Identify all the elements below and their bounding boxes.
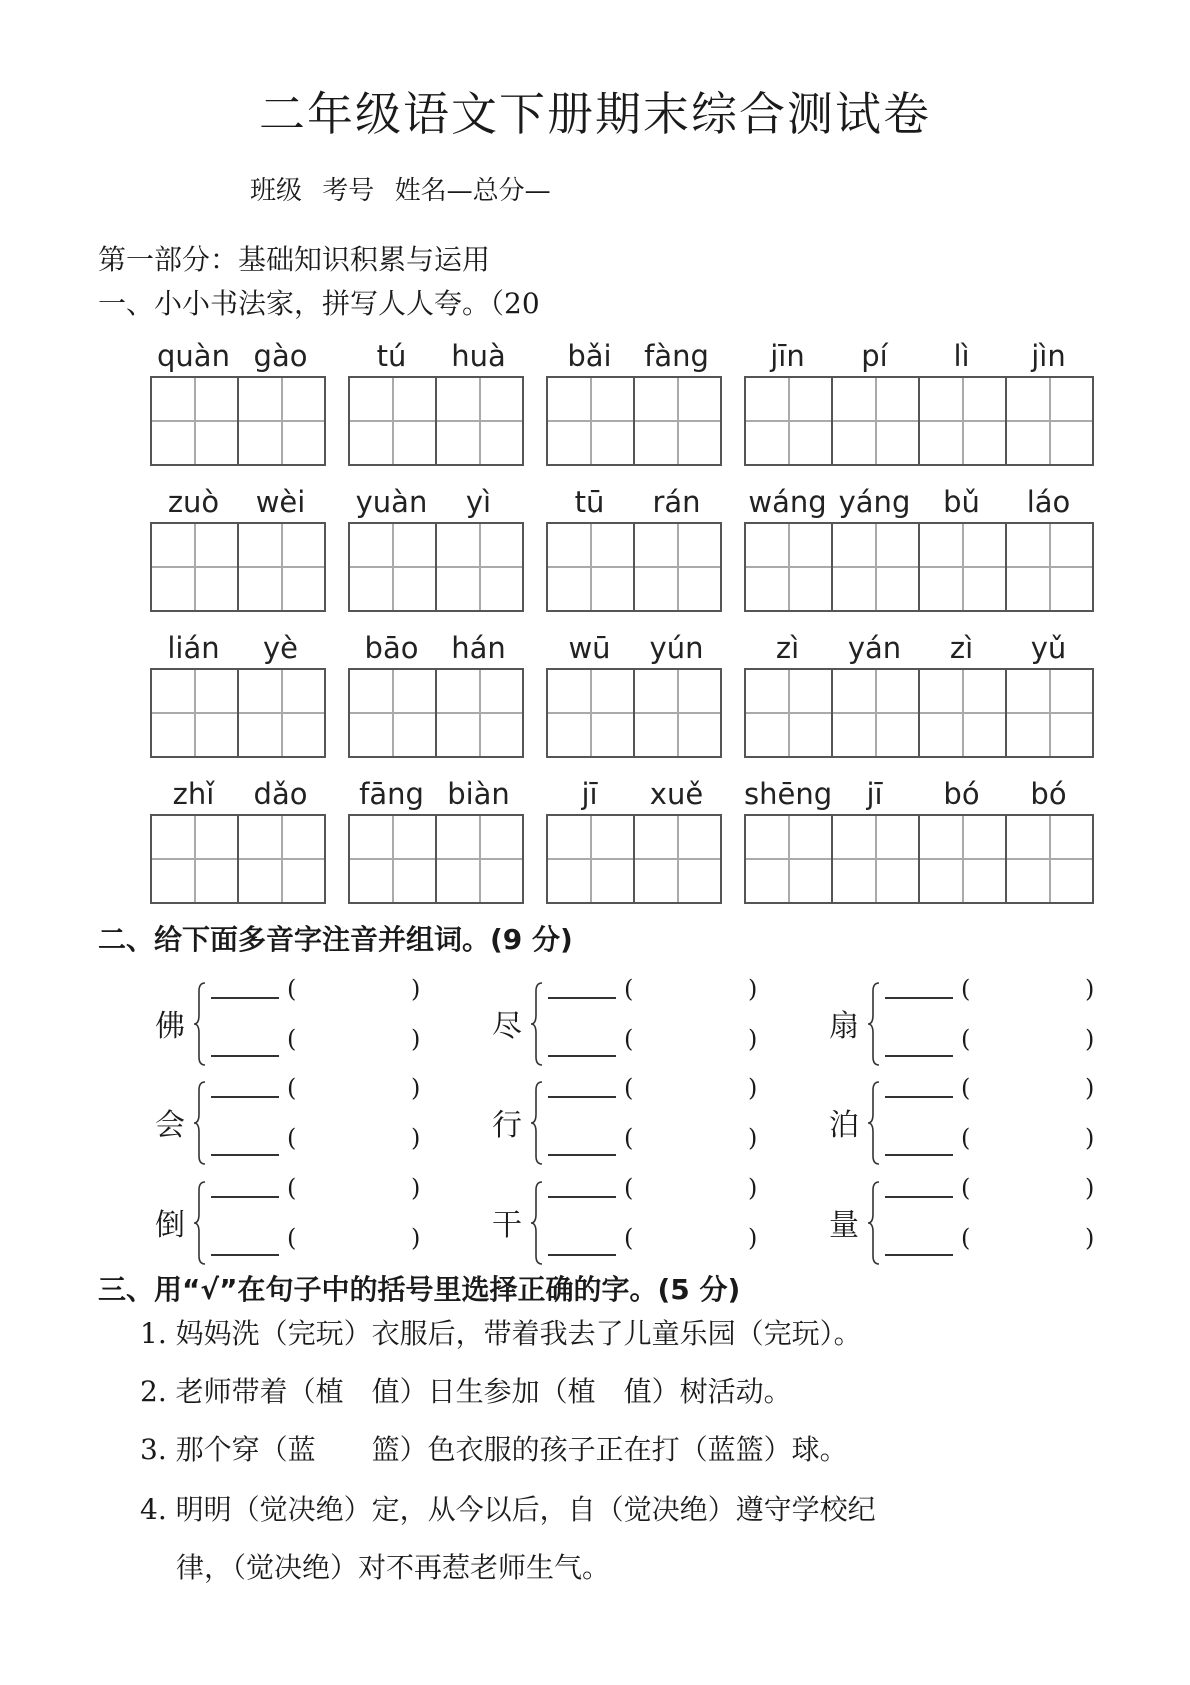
left-brace-icon: [867, 981, 881, 1067]
pinyin-syllable: wū: [568, 631, 611, 665]
word-open-paren: (: [624, 1174, 634, 1202]
writing-box-row: [150, 814, 326, 904]
writing-cell[interactable]: [746, 524, 833, 610]
word-close-paren: ): [748, 1174, 758, 1202]
polyphone-item: [155, 975, 445, 1073]
page-title: 二年级语文下册期末综合测试卷: [259, 87, 931, 141]
pinyin-syllable: yǔ: [1030, 631, 1067, 665]
word-close-paren: ): [411, 1124, 421, 1152]
writing-cell[interactable]: [746, 670, 833, 756]
word-open-paren: (: [961, 975, 971, 1003]
pinyin-syllable: yè: [262, 631, 298, 665]
answer-row: [211, 975, 441, 1015]
writing-cell[interactable]: [152, 524, 239, 610]
word-open-paren: (: [287, 1124, 297, 1152]
left-brace-icon: [193, 1180, 207, 1266]
writing-box-row: [546, 814, 722, 904]
pinyin-syllable: huà: [451, 339, 506, 373]
word-open-paren: (: [624, 975, 634, 1003]
writing-cell[interactable]: [1007, 670, 1094, 756]
polyphone-item: [829, 1074, 1119, 1172]
writing-cell[interactable]: [746, 816, 833, 902]
left-brace-icon: [530, 1080, 544, 1166]
word-close-paren: ): [1085, 1124, 1095, 1152]
pinyin-answer-blank[interactable]: [548, 1055, 616, 1057]
writing-cell[interactable]: [239, 816, 326, 902]
sentence-4-continued: 律，（觉决绝）对不再惹老师生气。: [176, 1551, 611, 1584]
pinyin-answer-blank[interactable]: [211, 1055, 279, 1057]
pinyin-row: [150, 774, 326, 814]
writing-box-row: [744, 668, 1094, 758]
writing-cell[interactable]: [635, 378, 722, 464]
pinyin-syllable: bāo: [364, 631, 419, 665]
writing-cell[interactable]: [548, 378, 635, 464]
pinyin-group: [150, 628, 326, 758]
pinyin-syllable: yún: [649, 631, 704, 665]
writing-cell[interactable]: [746, 378, 833, 464]
section-one-heading: 一、小小书法家，拼写人人夸。（20: [98, 287, 540, 320]
answer-row: [885, 1124, 1115, 1164]
pinyin-syllable: lián: [167, 631, 220, 665]
writing-box-row: [150, 376, 326, 466]
answer-row: [548, 1074, 778, 1114]
writing-cell[interactable]: [635, 524, 722, 610]
pinyin-group: [150, 336, 326, 466]
writing-cell[interactable]: [152, 670, 239, 756]
writing-box-row: [150, 522, 326, 612]
writing-cell[interactable]: [833, 816, 920, 902]
writing-cell[interactable]: [350, 524, 437, 610]
pinyin-group: [744, 774, 1094, 904]
polyphone-item: [155, 1074, 445, 1172]
writing-box-row: [348, 522, 524, 612]
pinyin-syllable: shēng: [744, 777, 833, 811]
pinyin-group: [348, 336, 524, 466]
pinyin-group: [546, 482, 722, 612]
writing-cell[interactable]: [833, 378, 920, 464]
pinyin-row: [744, 482, 1094, 522]
left-brace-icon: [530, 1180, 544, 1266]
part-one-heading: 第一部分：基础知识积累与运用: [98, 243, 491, 276]
writing-cell[interactable]: [437, 378, 524, 464]
writing-box-row: [546, 376, 722, 466]
polyphone-item: [829, 975, 1119, 1073]
writing-box-row: [150, 668, 326, 758]
pinyin-row: [150, 628, 326, 668]
answer-row: [548, 1174, 778, 1214]
pinyin-syllable: wáng: [748, 485, 827, 519]
word-open-paren: (: [961, 1074, 971, 1102]
pinyin-syllable: zuò: [167, 485, 220, 519]
pinyin-syllable: gào: [253, 339, 308, 373]
pinyin-syllable: fāng: [359, 777, 424, 811]
pinyin-group: [744, 336, 1094, 466]
pinyin-syllable: jī: [581, 777, 598, 811]
sentence-1: 1. 妈妈洗（完玩）衣服后，带着我去了儿童乐园（完玩）。: [140, 1317, 862, 1350]
pinyin-group: [348, 628, 524, 758]
pinyin-row: [348, 628, 524, 668]
polyphone-character: 倒: [155, 1208, 185, 1243]
writing-box-row: [348, 668, 524, 758]
writing-cell[interactable]: [920, 816, 1007, 902]
pinyin-syllable: fàng: [644, 339, 709, 373]
answer-row: [885, 1074, 1115, 1114]
answer-row: [548, 975, 778, 1015]
word-close-paren: ): [1085, 1074, 1095, 1102]
pinyin-row: [546, 628, 722, 668]
answer-row: [885, 1224, 1115, 1264]
writing-box-row: [744, 376, 1094, 466]
pinyin-row: [348, 336, 524, 376]
pinyin-group: [348, 482, 524, 612]
name-score-label: 姓名—总分—: [394, 176, 551, 206]
writing-cell[interactable]: [152, 816, 239, 902]
writing-box-row: [546, 522, 722, 612]
word-open-paren: (: [624, 1124, 634, 1152]
pinyin-syllable: tū: [574, 485, 605, 519]
word-open-paren: (: [961, 1025, 971, 1053]
writing-cell[interactable]: [152, 378, 239, 464]
word-close-paren: ): [411, 1174, 421, 1202]
pinyin-syllable: jīn: [770, 339, 805, 373]
word-close-paren: ): [748, 1025, 758, 1053]
pinyin-syllable: jī: [866, 777, 883, 811]
writing-cell[interactable]: [437, 670, 524, 756]
writing-box-row: [348, 814, 524, 904]
answer-row: [211, 1224, 441, 1264]
writing-cell[interactable]: [548, 816, 635, 902]
word-open-paren: (: [287, 1224, 297, 1252]
answer-row: [211, 1174, 441, 1214]
pinyin-syllable: bǔ: [943, 485, 980, 519]
pinyin-syllable: zì: [775, 631, 800, 665]
pinyin-answer-blank[interactable]: [548, 997, 616, 999]
word-open-paren: (: [961, 1224, 971, 1252]
pinyin-syllable: hán: [451, 631, 506, 665]
word-open-paren: (: [624, 1074, 634, 1102]
pinyin-answer-blank[interactable]: [211, 1196, 279, 1198]
word-close-paren: ): [748, 1124, 758, 1152]
pinyin-syllable: yì: [465, 485, 492, 519]
pinyin-answer-blank[interactable]: [548, 1096, 616, 1098]
polyphone-item: [492, 1174, 782, 1272]
pinyin-answer-blank[interactable]: [548, 1154, 616, 1156]
word-open-paren: (: [961, 1124, 971, 1152]
writing-box-row: [744, 814, 1094, 904]
pinyin-row: [150, 482, 326, 522]
answer-row: [211, 1025, 441, 1065]
pinyin-group: [546, 336, 722, 466]
word-open-paren: (: [624, 1025, 634, 1053]
pinyin-row: [744, 628, 1094, 668]
pinyin-syllable: wèi: [255, 485, 306, 519]
pinyin-answer-blank[interactable]: [885, 1055, 953, 1057]
pinyin-row: [744, 774, 1094, 814]
writing-cell[interactable]: [1007, 378, 1094, 464]
answer-row: [548, 1224, 778, 1264]
pinyin-group: [744, 628, 1094, 758]
pinyin-answer-blank[interactable]: [548, 1254, 616, 1256]
pinyin-syllable: tú: [376, 339, 407, 373]
polyphone-character: 泊: [829, 1108, 859, 1143]
writing-cell[interactable]: [548, 670, 635, 756]
left-brace-icon: [193, 981, 207, 1067]
left-brace-icon: [867, 1080, 881, 1166]
pinyin-row: [546, 482, 722, 522]
word-close-paren: ): [748, 1224, 758, 1252]
pinyin-syllable: yuàn: [355, 485, 428, 519]
writing-cell[interactable]: [548, 524, 635, 610]
writing-cell[interactable]: [1007, 816, 1094, 902]
writing-cell[interactable]: [920, 378, 1007, 464]
pinyin-syllable: yáng: [838, 485, 911, 519]
writing-cell[interactable]: [239, 670, 326, 756]
word-close-paren: ): [1085, 975, 1095, 1003]
pinyin-syllable: xuě: [649, 777, 704, 811]
writing-cell[interactable]: [920, 670, 1007, 756]
polyphone-character: 扇: [829, 1009, 859, 1044]
pinyin-row: [348, 482, 524, 522]
pinyin-group: [150, 774, 326, 904]
pinyin-group: [150, 482, 326, 612]
pinyin-syllable: bó: [1030, 777, 1067, 811]
section-two-heading: 二、给下面多音字注音并组词。(9 分): [98, 923, 573, 956]
pinyin-answer-blank[interactable]: [211, 997, 279, 999]
word-close-paren: ): [411, 1025, 421, 1053]
pinyin-answer-blank[interactable]: [885, 1254, 953, 1256]
pinyin-row: [546, 336, 722, 376]
pinyin-syllable: yán: [847, 631, 902, 665]
left-brace-icon: [530, 981, 544, 1067]
pinyin-answer-blank[interactable]: [885, 1096, 953, 1098]
word-close-paren: ): [411, 975, 421, 1003]
writing-cell[interactable]: [239, 524, 326, 610]
pinyin-syllable: jìn: [1031, 339, 1066, 373]
writing-cell[interactable]: [239, 378, 326, 464]
polyphone-character: 尽: [492, 1009, 522, 1044]
answer-row: [885, 1025, 1115, 1065]
writing-cell[interactable]: [350, 670, 437, 756]
writing-cell[interactable]: [350, 816, 437, 902]
polyphone-item: [492, 1074, 782, 1172]
writing-cell[interactable]: [437, 524, 524, 610]
pinyin-syllable: lì: [953, 339, 970, 373]
word-open-paren: (: [624, 1224, 634, 1252]
pinyin-syllable: biàn: [447, 777, 510, 811]
polyphone-item: [155, 1174, 445, 1272]
left-brace-icon: [193, 1080, 207, 1166]
word-close-paren: ): [748, 1074, 758, 1102]
pinyin-syllable: bǎi: [567, 339, 612, 373]
pinyin-answer-blank[interactable]: [211, 1154, 279, 1156]
polyphone-character: 会: [155, 1108, 185, 1143]
pinyin-row: [348, 774, 524, 814]
writing-cell[interactable]: [1007, 524, 1094, 610]
word-close-paren: ): [411, 1224, 421, 1252]
pinyin-answer-blank[interactable]: [211, 1254, 279, 1256]
pinyin-answer-blank[interactable]: [548, 1196, 616, 1198]
pinyin-group: [546, 774, 722, 904]
word-open-paren: (: [287, 975, 297, 1003]
pinyin-syllable: bó: [943, 777, 980, 811]
answer-row: [885, 1174, 1115, 1214]
polyphone-character: 行: [492, 1108, 522, 1143]
writing-cell[interactable]: [635, 816, 722, 902]
pinyin-answer-blank[interactable]: [885, 997, 953, 999]
pinyin-group: [348, 774, 524, 904]
polyphone-character: 量: [829, 1208, 859, 1243]
writing-cell[interactable]: [437, 816, 524, 902]
pinyin-group: [744, 482, 1094, 612]
polyphone-item: [492, 975, 782, 1073]
pinyin-row: [150, 336, 326, 376]
sentence-3: 3. 那个穿（蓝 篮）色衣服的孩子正在打（蓝篮）球。: [140, 1433, 848, 1466]
section-three-heading: 三、用“√”在句子中的括号里选择正确的字。(5 分): [98, 1273, 741, 1306]
pinyin-answer-blank[interactable]: [885, 1196, 953, 1198]
word-close-paren: ): [1085, 1174, 1095, 1202]
polyphone-item: [829, 1174, 1119, 1272]
pinyin-answer-blank[interactable]: [885, 1154, 953, 1156]
answer-row: [548, 1124, 778, 1164]
word-close-paren: ): [1085, 1025, 1095, 1053]
pinyin-syllable: rán: [652, 485, 701, 519]
pinyin-syllable: dǎo: [253, 777, 308, 811]
pinyin-row: [744, 336, 1094, 376]
writing-cell[interactable]: [635, 670, 722, 756]
pinyin-syllable: pí: [861, 339, 888, 373]
writing-cell[interactable]: [833, 670, 920, 756]
class-label: 班级: [250, 176, 303, 206]
word-close-paren: ): [411, 1074, 421, 1102]
word-close-paren: ): [748, 975, 758, 1003]
sentence-2: 2. 老师带着（植 值）日生参加（植 值）树活动。: [140, 1375, 792, 1408]
writing-cell[interactable]: [350, 378, 437, 464]
word-open-paren: (: [961, 1174, 971, 1202]
writing-box-row: [348, 376, 524, 466]
word-open-paren: (: [287, 1174, 297, 1202]
writing-cell[interactable]: [920, 524, 1007, 610]
sentence-4: 4. 明明（觉决绝）定，从今以后，自（觉决绝）遵守学校纪: [140, 1493, 876, 1526]
left-brace-icon: [867, 1180, 881, 1266]
word-open-paren: (: [287, 1074, 297, 1102]
polyphone-character: 干: [492, 1208, 522, 1243]
pinyin-group: [546, 628, 722, 758]
answer-row: [548, 1025, 778, 1065]
pinyin-answer-blank[interactable]: [211, 1096, 279, 1098]
pinyin-row: [546, 774, 722, 814]
exam-number-label: 考号: [322, 176, 375, 206]
writing-cell[interactable]: [833, 524, 920, 610]
polyphone-character: 佛: [155, 1009, 185, 1044]
pinyin-syllable: láo: [1026, 485, 1071, 519]
pinyin-syllable: zì: [949, 631, 974, 665]
pinyin-syllable: zhǐ: [172, 777, 215, 811]
pinyin-syllable: quàn: [157, 339, 230, 373]
answer-row: [885, 975, 1115, 1015]
word-close-paren: ): [1085, 1224, 1095, 1252]
answer-row: [211, 1124, 441, 1164]
word-open-paren: (: [287, 1025, 297, 1053]
writing-box-row: [546, 668, 722, 758]
answer-row: [211, 1074, 441, 1114]
writing-box-row: [744, 522, 1094, 612]
